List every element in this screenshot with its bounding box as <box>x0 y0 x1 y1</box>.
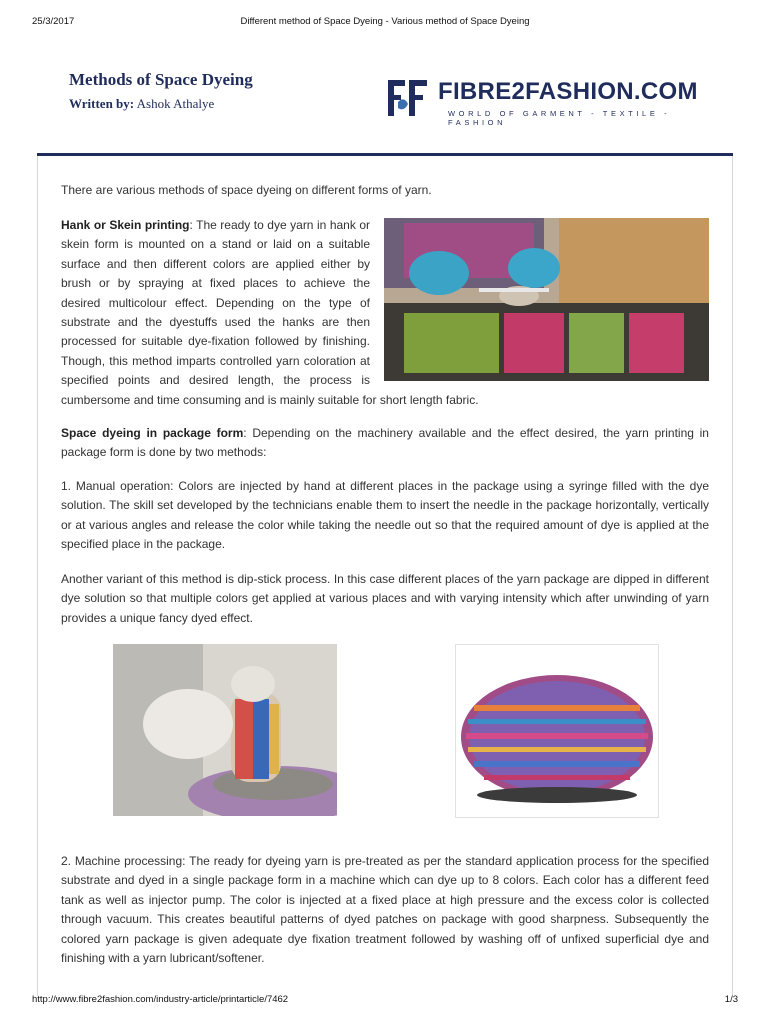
space-dyed-cone-photo <box>455 644 659 818</box>
author-name: Ashok Athalye <box>136 96 215 111</box>
package-lead: Space dyeing in package form <box>61 426 244 440</box>
header-divider <box>37 153 733 156</box>
hank-printing-photo <box>384 218 709 381</box>
package-form-paragraph <box>61 424 709 463</box>
page-number: 1/3 <box>724 994 738 1005</box>
article-title: Methods of Space Dyeing <box>69 70 253 89</box>
print-date: 25/3/2017 <box>32 16 75 27</box>
fibre2fashion-logo[interactable] <box>386 78 706 127</box>
logo-name: FIBRE2FASHION.COM <box>438 78 698 105</box>
article-url-link[interactable]: http://www.fibre2fashion.com/industry-article/printarticle/7462 <box>32 994 289 1005</box>
machine-processing-paragraph: 2. Machine processing: The ready for dyeing yarn is pre-treated as per the standard application process for the specified substrate and dyed in a single package form in a machine which can dye up to 8 colors. Each color has a different feed tank as well as injector pump. The color is injected at a fixed place at high pressure and the excess color is collected through vacuum. This creates beautiful patterns of dyed patches on package with good sharpness. Subsequently the colored yarn package is given adequate dye fixation treatment followed by washing off of unfixed superficial dye and finishing with a yarn lubricant/softener. <box>61 854 709 966</box>
manual-operation-paragraph: 1. Manual operation: Colors are injected by hand at different places in the package using a syringe filled with the dye solution. The skill set developed by the technicians enable them to insert the needle in the package horizontally, vertically or at various angles and release the color while taking the needle out so that the required amount of dye is applied at the specified place in the package. <box>61 479 709 552</box>
byline <box>69 96 214 112</box>
hank-lead: Hank or Skein printing <box>61 218 190 232</box>
logo-tagline: WORLD OF GARMENT - TEXTILE - FASHION <box>448 109 671 127</box>
dip-stick-photo <box>113 644 337 816</box>
hank-body: : The ready to dye yarn in hank or skein form is mounted on a stand or laid on a suitable surface and then different colors are applied either by brush or by spraying at fixed places to achieve the desired multicolour effect. Depending on the type of substrate and the dyestuffs used the hanks are then processed for suitable dye-fixation followed by finishing. Though, this method imparts controlled yarn coloration at specified points and desired length, the process is cumbersome and time consuming and is mainly suitable for short length fabric. <box>61 218 479 407</box>
byline-label: Written by: <box>69 96 135 111</box>
dip-stick-paragraph: Another variant of this method is dip-stick process. In this case different places of the yarn package are dipped in different dye solution so that multiple colors get applied at various places and with varying intensity which after unwinding of yarn provides a unique fancy dyed effect. <box>61 572 709 625</box>
f2f-logo-mark-icon <box>386 78 430 118</box>
print-header <box>32 16 738 30</box>
intro-paragraph: There are various methods of space dyeing on different forms of yarn. <box>61 183 432 197</box>
package-body: : Depending on the machinery available and the effect desired, the yarn printing in package form is done by two methods: <box>61 426 709 460</box>
hank-printing-paragraph <box>61 216 709 410</box>
print-page-title: Different method of Space Dyeing - Various method of Space Dyeing <box>240 16 530 27</box>
content-border-left <box>37 156 38 996</box>
content-border-right <box>732 156 733 996</box>
